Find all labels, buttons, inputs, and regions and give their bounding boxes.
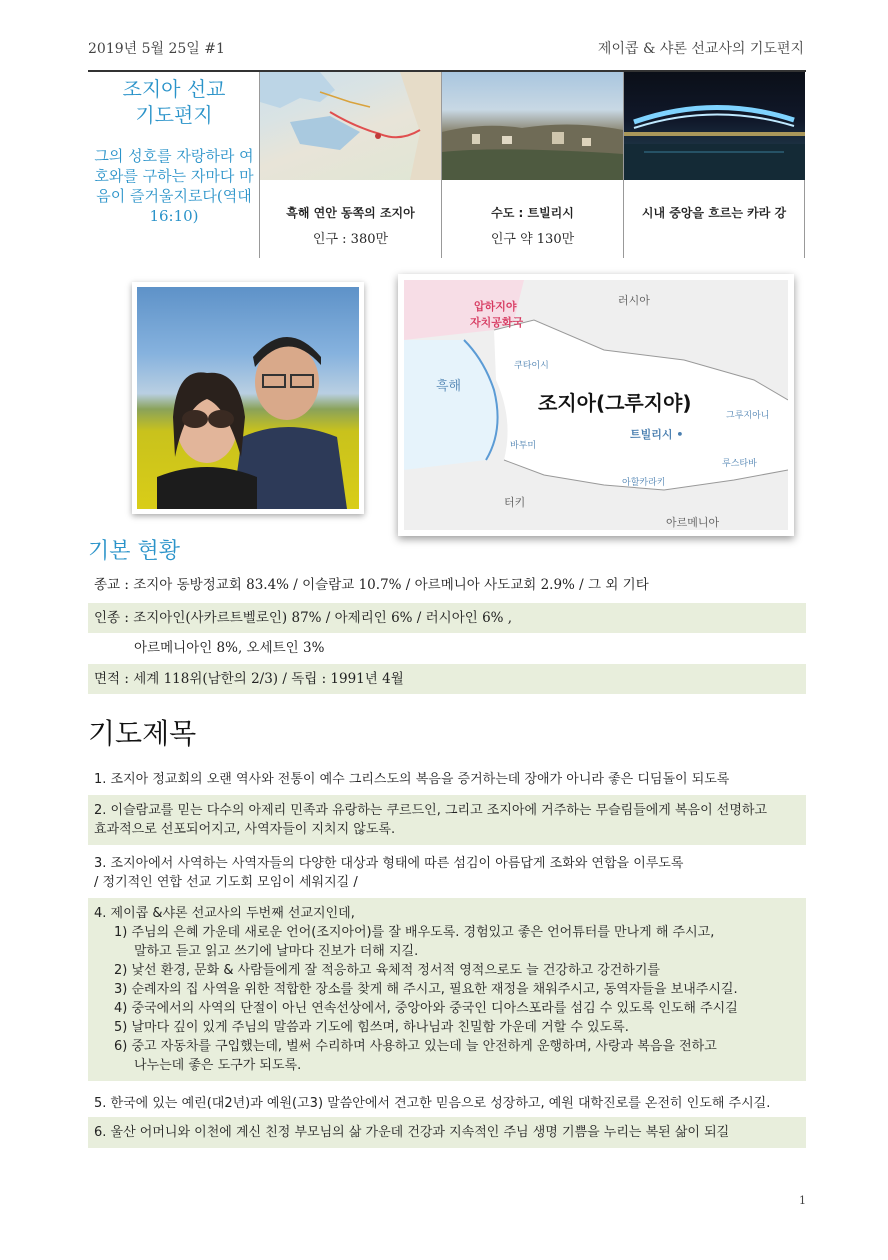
prayer-item-2-line-1: 2. 이슬람교를 믿는 다수의 아제리 민족과 유랑하는 쿠르드인, 그리고 조지아에 거주하는 무슬림들에게 복음이 선명하고 xyxy=(94,803,768,818)
photo-strip xyxy=(259,72,805,258)
prayer-item-4-4: 4) 중국에서의 사역의 단절이 아닌 연속선상에서, 중앙아와 중국인 디아스포라를 섬김 수 있도록 인도해 주시길 xyxy=(114,1001,738,1016)
photo-sub-1: 인구 : 380만 xyxy=(312,232,389,247)
map-label-abkhazia-1: 압하지야 xyxy=(474,300,517,313)
basic-ethnic-2: 아르메니아인 8%, 오세트인 3% xyxy=(134,640,325,656)
prayer-item-5-text: 5. 한국에 있는 예린(대2년)과 예원(고3) 말씀안에서 견고한 믿음으로 성장하고, 예원 대학진로를 온전히 인도해 주시길. xyxy=(94,1096,771,1111)
prayer-item-1 xyxy=(88,764,806,795)
prayer-item-6 xyxy=(88,1117,806,1148)
map-label-black-sea: 흑해 xyxy=(436,379,462,394)
map-label-turkey: 터키 xyxy=(504,496,526,509)
photo-sub-2: 인구 약 130만 xyxy=(490,232,575,247)
header-title: 제이콥 & 샤론 선교사의 기도편지 xyxy=(597,41,804,57)
map-label-georgia-east: 그루지아니 xyxy=(726,411,770,421)
prayer-item-6-text: 6. 울산 어머니와 이천에 계신 친정 부모님의 삶 가운데 건강과 지속적인 주님 생명 기쁨을 누리는 복된 삶이 되길 xyxy=(94,1125,730,1140)
prayer-item-4-6-line-2: 나누는데 좋은 도구가 되도록. xyxy=(134,1058,302,1073)
map-label-rustavi: 루스타바 xyxy=(722,459,757,469)
map-label-akhalkalaki: 아할카라키 xyxy=(622,478,666,488)
map-label-abkhazia-2: 자치공화국 xyxy=(470,316,524,329)
prayer-title: 기도제목 xyxy=(88,717,197,750)
prayer-item-4-6-line-1: 6) 중고 자동차를 구입했는데, 벌써 수리하며 사용하고 있는데 늘 안전하게 운행하며, 사랑과 복음을 전하고 xyxy=(114,1039,717,1054)
map-label-batumi: 바투미 xyxy=(510,441,537,451)
title-line-1: 조지아 선교 xyxy=(122,77,226,101)
photo-caption-2: 수도 : 트빌리시 xyxy=(491,206,574,220)
prayer-item-2 xyxy=(88,795,806,845)
basic-area: 면적 : 세계 118위(남한의 2/3) / 독립 : 1991년 4월 xyxy=(88,664,806,694)
prayer-item-4-3: 3) 순례자의 집 사역을 위한 적합한 장소를 찾게 해 주시고, 필요한 재정을 채워주시고, 동역자들을 보내주시길. xyxy=(114,982,738,997)
basic-religion: 종교 : 조지아 동방정교회 83.4% / 이슬람교 10.7% / 아르메니아 사도교회 2.9% / 그 외 기타 xyxy=(94,577,649,593)
prayer-item-4 xyxy=(88,898,806,1081)
prayer-item-4-2: 2) 낯선 환경, 문화 & 사람들에게 잘 적응하고 육체적 정서적 영적으로도 늘 건강하고 강건하기를 xyxy=(114,963,660,978)
prayer-item-1-text: 1. 조지아 정교회의 오랜 역사와 전통이 예수 그리스도의 복음을 증거하는데 장애가 아니라 좋은 디딤돌이 되도록 xyxy=(94,772,730,787)
prayer-item-3-line-2: / 정기적인 연합 선교 기도회 모임이 세워지길 / xyxy=(94,875,358,890)
title-line-2: 기도편지 xyxy=(135,103,213,127)
missionary-couple-photo xyxy=(132,282,364,514)
map-label-tbilisi: 트빌리시 • xyxy=(630,428,684,441)
kura-river-night-photo xyxy=(624,72,805,180)
prayer-item-4-intro: 4. 제이콥 &샤론 선교사의 두번째 선교지인데, xyxy=(94,906,355,921)
map-label-russia: 러시아 xyxy=(618,294,650,307)
map-title: 조지아(그루지야) xyxy=(538,391,692,415)
photo-caption-1: 흑해 연안 동쪽의 조지아 xyxy=(286,206,415,220)
prayer-item-4-1-line-1: 1) 주님의 은혜 가운데 새로운 언어(조지아어)를 잘 배우도록. 경험있고 좋은 언어튜터를 만나게 해 주시고, xyxy=(114,925,715,940)
page-number: 1 xyxy=(799,1194,806,1207)
header-date: 2019년 5월 25일 #1 xyxy=(88,41,225,57)
photo-caption-3: 시내 중앙을 흐르는 카라 강 xyxy=(641,206,787,220)
prayer-item-3-line-1: 3. 조지아에서 사역하는 사역자들의 다양한 대상과 형태에 따른 섬김이 아름답게 조화와 연합을 이루도록 xyxy=(94,856,684,871)
prayer-item-4-1-line-2: 말하고 듣고 읽고 쓰기에 날마다 진보가 더해 지길. xyxy=(134,944,419,959)
photo-cell-river xyxy=(623,72,805,258)
map-label-armenia: 아르메니아 xyxy=(666,516,720,529)
prayer-item-3 xyxy=(88,848,806,898)
basic-info-title: 기본 현황 xyxy=(88,539,181,564)
tbilisi-city-photo xyxy=(442,72,623,180)
title-block xyxy=(88,76,260,226)
prayer-item-4-5: 5) 날마다 깊이 있게 주님의 말씀과 기도에 힘쓰며, 하나님과 친밀함 가운데 거할 수 있도록. xyxy=(114,1020,629,1035)
photo-cell-region xyxy=(259,72,441,258)
photo-cell-capital xyxy=(441,72,623,258)
map-label-kutaisi: 쿠타이시 xyxy=(514,361,549,371)
region-map-photo xyxy=(260,72,441,180)
bible-verse: 그의 성호를 자랑하라 여호와를 구하는 자마다 마음이 즐거울지로다(역대16:10) xyxy=(94,147,254,225)
basic-ethnic-1: 인종 : 조지아인(사카르트벨로인) 87% / 아제리인 6% / 러시아인 6% , xyxy=(88,603,806,633)
georgia-map xyxy=(398,274,794,536)
prayer-item-5 xyxy=(88,1088,806,1119)
prayer-item-2-line-2: 효과적으로 선포되어지고, 사역자들이 지치지 않도록. xyxy=(94,822,396,837)
